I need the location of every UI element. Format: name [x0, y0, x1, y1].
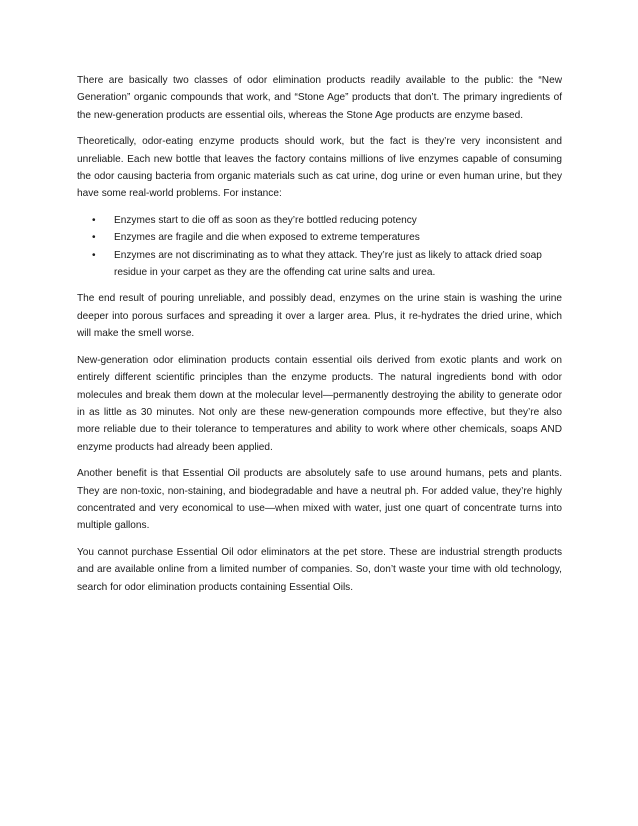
- bullet-icon: •: [92, 214, 96, 226]
- paragraph-purchase: You cannot purchase Essential Oil odor eliminators at the pet store. These are industrial strength products and are available online from a limited number of companies. So, don’t waste your time with old technology, search for odor elimination products containing Essential Oils.: [77, 546, 562, 593]
- list-item-text: Enzymes are fragile and die when exposed to extreme temperatures: [114, 232, 420, 244]
- bullet-icon: •: [92, 232, 96, 244]
- enzyme-problems-list: [77, 212, 562, 282]
- list-item: [77, 229, 562, 246]
- paragraph-enzyme-theory: Theoretically, odor-eating enzyme products should work, but the fact is they’re very inconsistent and unreliable. Each new bottle that leaves the factory contains millions of live enzymes capable of consuming the odor causing bacteria from organic materials such as cat urine, dog urine or even human urine, but they have some real-world problems. For instance:: [77, 136, 562, 200]
- document-page: [77, 72, 562, 605]
- list-item: [77, 212, 562, 229]
- paragraph-new-generation: New-generation odor elimination products contain essential oils derived from exotic plants and work on entirely different scientific principles than the enzyme products. The natural ingredients bond with odor molecules and break them down at the molecular level—permanently destroying the ability to generate odor in as little as 30 minutes. Not only are these new-generation compounds more effective, but they’re also more reliable due to their tolerance to temperatures and ability to work where other chemicals, soaps AND enzyme products had already been applied.: [77, 354, 562, 453]
- paragraph-end-result: The end result of pouring unreliable, and possibly dead, enzymes on the urine stain is washing the urine deeper into porous surfaces and spreading it over a larger area. Plus, it re-hydrates the dried urine, which will make the smell worse.: [77, 293, 562, 340]
- paragraph-benefits: Another benefit is that Essential Oil products are absolutely safe to use around humans, pets and plants. They are non-toxic, non-staining, and biodegradable and have a neutral ph. For added value, they’re highly concentrated and very economical to use—when mixed with water, just one quart of concentrate turns into multiple gallons.: [77, 468, 562, 532]
- paragraph-intro: There are basically two classes of odor elimination products readily available to the public: the “New Generation” organic compounds that work, and “Stone Age” products that don’t. The primary ingredients of the new-generation products are essential oils, whereas the Stone Age products are enzyme based.: [77, 75, 562, 121]
- bullet-icon: •: [92, 249, 96, 261]
- list-item: [77, 247, 562, 282]
- list-item-text: Enzymes start to die off as soon as they’re bottled reducing potency: [114, 214, 417, 226]
- list-item-text: Enzymes are not discriminating as to what they attack. They’re just as likely to attack dried soap residue in your carpet as they are the offending cat urine salts and urea.: [114, 249, 542, 279]
